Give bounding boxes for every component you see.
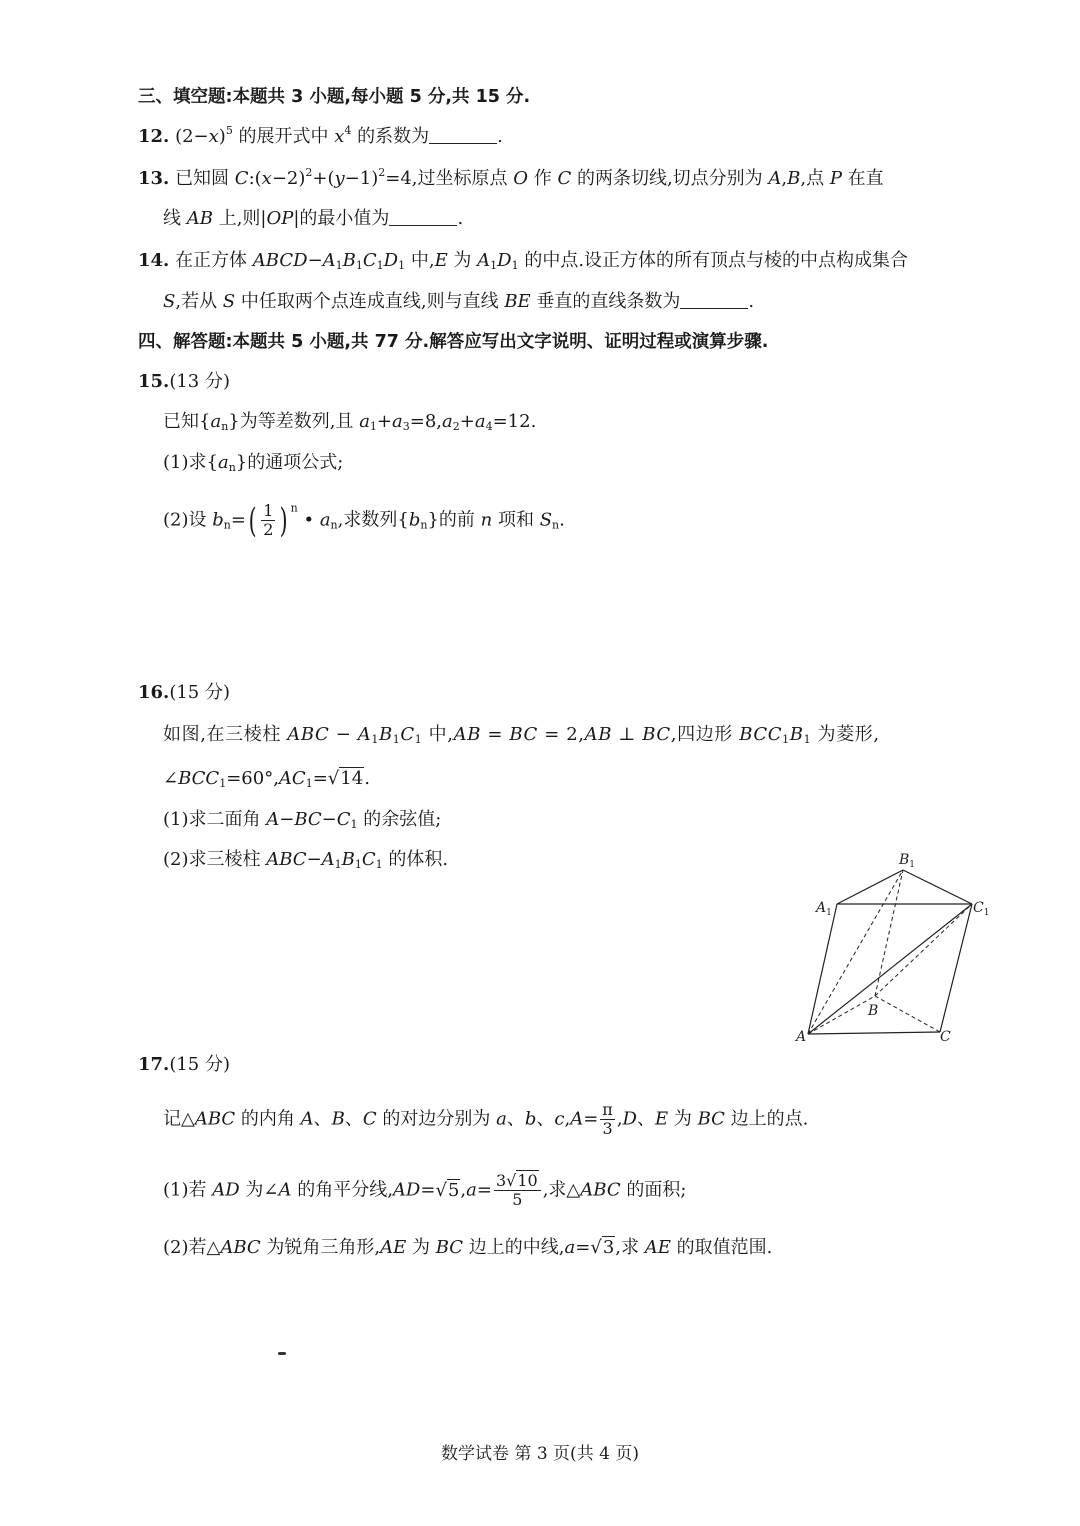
q15-text: }的前 xyxy=(427,509,481,531)
q16-var: C xyxy=(336,809,351,830)
q17-text: 的角平分线, xyxy=(291,1179,393,1201)
question-15-score: (13 分) xyxy=(169,371,230,392)
q17-var: BC xyxy=(435,1237,464,1258)
q14-text: 在正方体 xyxy=(175,250,253,271)
q14-text: 的中点.设正方体的所有顶点与棱的中点构成集合 xyxy=(518,250,909,271)
q14-text: − xyxy=(307,250,323,271)
q16-text: =60°, xyxy=(226,768,279,789)
q12-var-x: x xyxy=(208,126,219,147)
edge-B1-C1 xyxy=(903,870,972,904)
q17-text: 边上的点. xyxy=(724,1108,809,1130)
q14-text: 为 xyxy=(447,250,478,271)
edge-A-C xyxy=(808,1032,940,1034)
q14-text: 中任取两个点连成直线,则与直线 xyxy=(235,291,505,312)
q17-var: C xyxy=(362,1108,377,1130)
q17-text: 边上的中线, xyxy=(463,1237,565,1258)
left-paren: ( xyxy=(248,500,257,541)
q17-text: ,求△ xyxy=(542,1179,581,1201)
q15-var: b xyxy=(212,509,224,531)
q16-var: C xyxy=(361,849,376,870)
q15-text: + xyxy=(459,411,475,432)
q13-text: ,点 xyxy=(800,168,830,189)
q17-text: = xyxy=(476,1179,492,1201)
label-C1-letter: C xyxy=(973,900,984,916)
q17-var: A xyxy=(300,1108,314,1130)
q15-subscript: 2 xyxy=(452,420,460,433)
q16-subscript: 1 xyxy=(334,858,342,871)
q12-text: ) xyxy=(218,126,226,147)
right-paren: ) xyxy=(280,500,289,541)
q16-var: AB xyxy=(453,724,482,745)
q16-subscript: 1 xyxy=(782,733,790,746)
q16-text: 的余弦值; xyxy=(357,809,442,830)
q14-text: 垂直的直线条数为 xyxy=(530,291,681,312)
q13-var: O xyxy=(513,168,528,189)
q15-var: a xyxy=(392,411,403,432)
square-root: √14 xyxy=(327,768,364,789)
q16-var: B xyxy=(341,849,355,870)
q15-var: a xyxy=(319,509,331,531)
q15-text: 已知{ xyxy=(163,411,211,432)
q15-text: + xyxy=(376,411,393,432)
q16-subscript: 1 xyxy=(392,733,401,746)
q13-var: x xyxy=(261,168,272,189)
question-15-stem xyxy=(163,409,536,435)
label-C1-subscript: 1 xyxy=(983,908,990,918)
q15-text: =12. xyxy=(492,411,537,432)
q17-text: 、 xyxy=(636,1108,655,1130)
q16-text: 的体积. xyxy=(382,849,449,870)
radicand: 14 xyxy=(340,768,364,789)
label-B1-subscript: 1 xyxy=(909,860,916,870)
q17-text: 、 xyxy=(536,1108,555,1130)
q15-subscript: n xyxy=(228,461,236,474)
question-16-part-1 xyxy=(163,807,441,833)
edge-C1-C xyxy=(940,904,972,1032)
q14-text: 中, xyxy=(405,250,435,271)
q12-text: (2− xyxy=(175,126,209,147)
question-17-part-2 xyxy=(163,1235,772,1261)
q15-var: b xyxy=(408,509,421,531)
q15-subscript: n xyxy=(330,518,338,532)
q15-text: • xyxy=(297,509,320,531)
q15-var: a xyxy=(359,411,370,432)
q16-var: A xyxy=(321,849,335,870)
q16-text: ,四边形 xyxy=(670,724,740,745)
q17-var: a xyxy=(496,1108,507,1130)
q13-var: y xyxy=(334,168,345,189)
q15-subscript: 4 xyxy=(485,420,493,433)
q16-text: − xyxy=(321,809,337,830)
q13-text: 作 xyxy=(527,168,558,189)
q16-var: BC xyxy=(642,724,671,745)
q14-text: ,若从 xyxy=(175,291,223,312)
q15-exponent: n xyxy=(290,501,298,515)
answer-blank xyxy=(680,290,748,309)
q17-text: ,求 xyxy=(615,1237,645,1258)
q12-text: 的系数为 xyxy=(351,126,430,147)
q17-text: 、 xyxy=(344,1108,363,1130)
q17-var: BC xyxy=(697,1108,725,1130)
q14-var: E xyxy=(434,250,448,271)
q16-var: A xyxy=(266,809,280,830)
q17-var: a xyxy=(466,1179,477,1201)
q16-var: A xyxy=(357,724,372,745)
q15-text: }为等差数列,且 xyxy=(228,411,360,432)
question-17-stem xyxy=(163,1101,808,1138)
q16-text: ∠ xyxy=(163,768,179,789)
q16-text: ⊥ xyxy=(612,724,643,745)
label-B1-letter: B xyxy=(899,852,910,868)
q14-var: ABCD xyxy=(252,250,308,271)
answer-blank xyxy=(389,207,457,226)
q14-var: A xyxy=(322,250,336,271)
q17-var: AD xyxy=(392,1179,421,1201)
q16-subscript: 1 xyxy=(350,818,358,831)
q15-text: 项和 xyxy=(492,509,540,531)
q14-period: . xyxy=(748,291,755,312)
q13-text: 在直 xyxy=(841,168,884,189)
fraction-pi-over-3 xyxy=(600,1101,615,1138)
q16-text: = xyxy=(481,724,510,745)
q16-text: − xyxy=(279,809,295,830)
question-16-stem-line-1 xyxy=(163,722,880,748)
label-A1-letter: A xyxy=(816,900,827,916)
page-footer: 数学试卷 第 3 页(共 4 页) xyxy=(441,1444,639,1464)
q17-text: 的面积; xyxy=(620,1179,687,1201)
q16-subscript: 1 xyxy=(219,777,227,790)
q17-text: 为锐角三角形, xyxy=(260,1237,381,1258)
edge-B-C xyxy=(875,996,940,1032)
q17-var: ABC xyxy=(220,1237,261,1258)
q17-text: = xyxy=(420,1179,436,1201)
q15-text: }的通项公式; xyxy=(235,452,344,473)
answer-blank xyxy=(429,125,497,144)
q16-var: BC xyxy=(294,809,322,830)
q16-subscript: 1 xyxy=(371,733,379,746)
q16-var: AC xyxy=(278,768,306,789)
question-15-number: 15. xyxy=(138,371,170,392)
q13-var: P xyxy=(829,168,842,189)
q13-var: B xyxy=(787,168,801,189)
prism-diagram xyxy=(790,846,1000,1046)
q17-var: A xyxy=(570,1108,584,1130)
q14-var: S xyxy=(222,291,236,312)
q13-text: +( xyxy=(312,168,335,189)
q16-var: BC xyxy=(509,724,538,745)
q13-var: OP xyxy=(266,208,294,229)
q16-var: ABC xyxy=(287,724,330,745)
q15-subscript: n xyxy=(223,518,231,532)
q16-text: (1)求二面角 xyxy=(163,809,267,830)
q16-text: 如图,在三棱柱 xyxy=(163,724,288,745)
q14-var: D xyxy=(497,250,512,271)
q12-period: . xyxy=(497,126,503,147)
q17-text: , xyxy=(564,1108,571,1130)
question-13-number: 13. xyxy=(138,168,170,189)
q17-var: ABC xyxy=(580,1179,621,1201)
q14-subscript: 1 xyxy=(511,259,519,272)
q16-text: . xyxy=(364,768,370,789)
edge-A-B xyxy=(808,996,875,1034)
q15-subscript: n xyxy=(552,518,560,532)
q15-text: . xyxy=(559,509,565,531)
q16-subscript: 1 xyxy=(803,733,812,746)
q15-var: a xyxy=(210,411,222,432)
fraction-3-sqrt10-over-5 xyxy=(494,1172,541,1209)
q14-subscript: 1 xyxy=(398,259,406,272)
scan-speck xyxy=(278,1352,286,1355)
fraction-denominator: 2 xyxy=(263,520,274,539)
q13-text: :( xyxy=(248,168,262,189)
section-4-title: 四、解答题:本题共 5 小题,共 77 分.解答应写出文字说明、证明过程或演算步骤. xyxy=(138,332,769,352)
q17-text: , xyxy=(460,1179,467,1201)
fraction-one-half xyxy=(261,502,275,539)
q17-var: D xyxy=(622,1108,637,1130)
edge-B-C1 xyxy=(875,904,972,996)
q12-exponent: 5 xyxy=(225,124,233,137)
q16-var: BCC xyxy=(178,768,220,789)
question-13-line-2 xyxy=(163,206,463,232)
q17-text: 为∠ xyxy=(239,1179,279,1201)
q16-var: ABC xyxy=(266,849,307,870)
question-15-header xyxy=(138,369,230,395)
q15-text: (2)设 xyxy=(163,509,213,531)
q17-var: a xyxy=(564,1237,576,1258)
q16-subscript: 1 xyxy=(354,858,362,871)
q17-var: B xyxy=(331,1108,345,1130)
q17-text: 的取值范围. xyxy=(670,1237,773,1258)
fraction-numerator: 1 xyxy=(263,501,274,520)
q16-var: BCC xyxy=(739,724,783,745)
q14-subscript: 1 xyxy=(355,259,363,272)
question-12 xyxy=(138,124,503,150)
q15-subscript: n xyxy=(221,420,229,433)
q13-text: 的两条切线,切点分别为 xyxy=(571,168,769,189)
q16-subscript: 1 xyxy=(414,733,423,746)
question-14-line-2 xyxy=(163,289,754,315)
q17-var: c xyxy=(554,1108,565,1130)
q17-text: 为 xyxy=(668,1108,698,1130)
q13-var: C xyxy=(557,168,572,189)
question-17-score: (15 分) xyxy=(169,1054,230,1075)
q14-subscript: 1 xyxy=(376,259,384,272)
q13-text: 上,则| xyxy=(212,208,267,229)
q17-var: b xyxy=(524,1108,537,1130)
fraction-numerator: π xyxy=(602,1100,613,1119)
q15-text: ,求数列{ xyxy=(337,509,409,531)
q16-var: C xyxy=(400,724,415,745)
q17-var: A xyxy=(278,1179,292,1201)
q13-text: 线 xyxy=(163,208,187,229)
q15-subscript: 3 xyxy=(402,420,410,433)
label-C: C xyxy=(940,1029,951,1045)
fraction-denominator: 5 xyxy=(512,1190,523,1209)
q13-var: C xyxy=(234,168,249,189)
question-16-part-2 xyxy=(163,847,448,873)
label-A: A xyxy=(796,1029,807,1045)
q17-text: 为 xyxy=(406,1237,436,1258)
q17-text: 的内角 xyxy=(235,1108,301,1130)
prism-figure xyxy=(790,846,1000,1046)
q16-text: 中, xyxy=(422,724,454,745)
numerator-coefficient: 3 xyxy=(495,1171,507,1190)
q16-text: = 2, xyxy=(537,724,585,745)
q14-var: D xyxy=(383,250,399,271)
q13-text: 已知圆 xyxy=(175,168,235,189)
q13-text: |的最小值为 xyxy=(293,208,390,229)
label-A1 xyxy=(814,900,832,918)
q13-exponent: 2 xyxy=(305,166,313,179)
q17-text: = xyxy=(583,1108,599,1130)
q17-var: AE xyxy=(644,1237,671,1258)
q17-text: (1)若 xyxy=(163,1179,213,1201)
q15-text: (1)求{ xyxy=(163,452,218,473)
q16-text: (2)求三棱柱 xyxy=(163,849,267,870)
radicand: 5 xyxy=(447,1179,460,1201)
q13-text: −2) xyxy=(271,168,306,189)
q16-text: 为菱形, xyxy=(811,724,880,745)
radicand: 3 xyxy=(602,1237,615,1258)
question-16-score: (15 分) xyxy=(169,682,230,703)
q13-period: . xyxy=(457,208,464,229)
radicand: 10 xyxy=(517,1171,538,1190)
question-16-stem-line-2 xyxy=(163,766,370,792)
q13-text: =4,过坐标原点 xyxy=(385,168,514,189)
q17-text: 、 xyxy=(313,1108,332,1130)
section-3-title: 三、填空题:本题共 3 小题,每小题 5 分,共 15 分. xyxy=(138,87,531,107)
label-A1-subscript: 1 xyxy=(826,908,832,918)
q17-text: 的对边分别为 xyxy=(376,1108,497,1130)
q13-text: −1) xyxy=(344,168,379,189)
q14-var: S xyxy=(163,291,176,312)
q17-text: , xyxy=(616,1108,623,1130)
square-root: √3 xyxy=(590,1237,615,1258)
question-12-number: 12. xyxy=(138,126,170,147)
q12-var-x: x xyxy=(334,126,345,147)
q14-var: C xyxy=(362,250,377,271)
q17-text: 、 xyxy=(506,1108,525,1130)
question-15-part-2 xyxy=(163,502,565,539)
q13-text: , xyxy=(781,168,788,189)
label-C1 xyxy=(973,900,989,918)
q16-text: − xyxy=(329,724,358,745)
q17-text: = xyxy=(575,1237,591,1258)
q17-var: AE xyxy=(380,1237,407,1258)
q16-subscript: 1 xyxy=(305,777,313,790)
q12-exponent: 4 xyxy=(344,124,352,137)
q12-text: 的展开式中 xyxy=(232,126,335,147)
q16-text: − xyxy=(306,849,322,870)
q15-var: a xyxy=(217,452,229,473)
q13-var: AB xyxy=(186,208,213,229)
question-15-part-1 xyxy=(163,450,343,476)
question-17-part-1 xyxy=(163,1172,686,1209)
q17-text: 记△ xyxy=(163,1108,195,1130)
q15-var: a xyxy=(442,411,453,432)
q17-var: ABC xyxy=(194,1108,236,1130)
q16-var: B xyxy=(789,724,804,745)
q16-var: B xyxy=(378,724,393,745)
q15-subscript: n xyxy=(420,518,428,532)
q14-var: A xyxy=(477,250,491,271)
question-16-number: 16. xyxy=(138,682,170,703)
q16-subscript: 1 xyxy=(375,858,383,871)
q15-text: =8, xyxy=(409,411,443,432)
q13-exponent: 2 xyxy=(378,166,386,179)
question-13-line-1 xyxy=(138,166,884,192)
fraction-denominator: 3 xyxy=(602,1119,613,1138)
q15-subscript: 1 xyxy=(369,420,377,433)
label-B1 xyxy=(898,852,915,870)
q15-var: S xyxy=(539,509,553,531)
q15-text: = xyxy=(230,509,246,531)
q14-subscript: 1 xyxy=(335,259,343,272)
label-B: B xyxy=(868,1003,879,1019)
question-17-header xyxy=(138,1052,230,1078)
q14-var: BE xyxy=(504,291,531,312)
q14-subscript: 1 xyxy=(490,259,498,272)
question-17-number: 17. xyxy=(138,1054,170,1075)
q13-var: A xyxy=(768,168,782,189)
q16-text: = xyxy=(312,768,328,789)
q16-var: AB xyxy=(584,724,613,745)
q17-var: E xyxy=(654,1108,669,1130)
q15-var: n xyxy=(480,509,493,531)
q17-var: AD xyxy=(212,1179,240,1201)
question-14-number: 14. xyxy=(138,250,170,271)
q14-var: B xyxy=(342,250,356,271)
question-14-line-1 xyxy=(138,248,908,274)
fraction-numerator: 3√10 xyxy=(494,1172,541,1191)
question-16-header xyxy=(138,680,230,706)
q15-var: a xyxy=(474,411,486,432)
q17-text: (2)若△ xyxy=(163,1237,221,1258)
square-root: √5 xyxy=(435,1179,460,1201)
